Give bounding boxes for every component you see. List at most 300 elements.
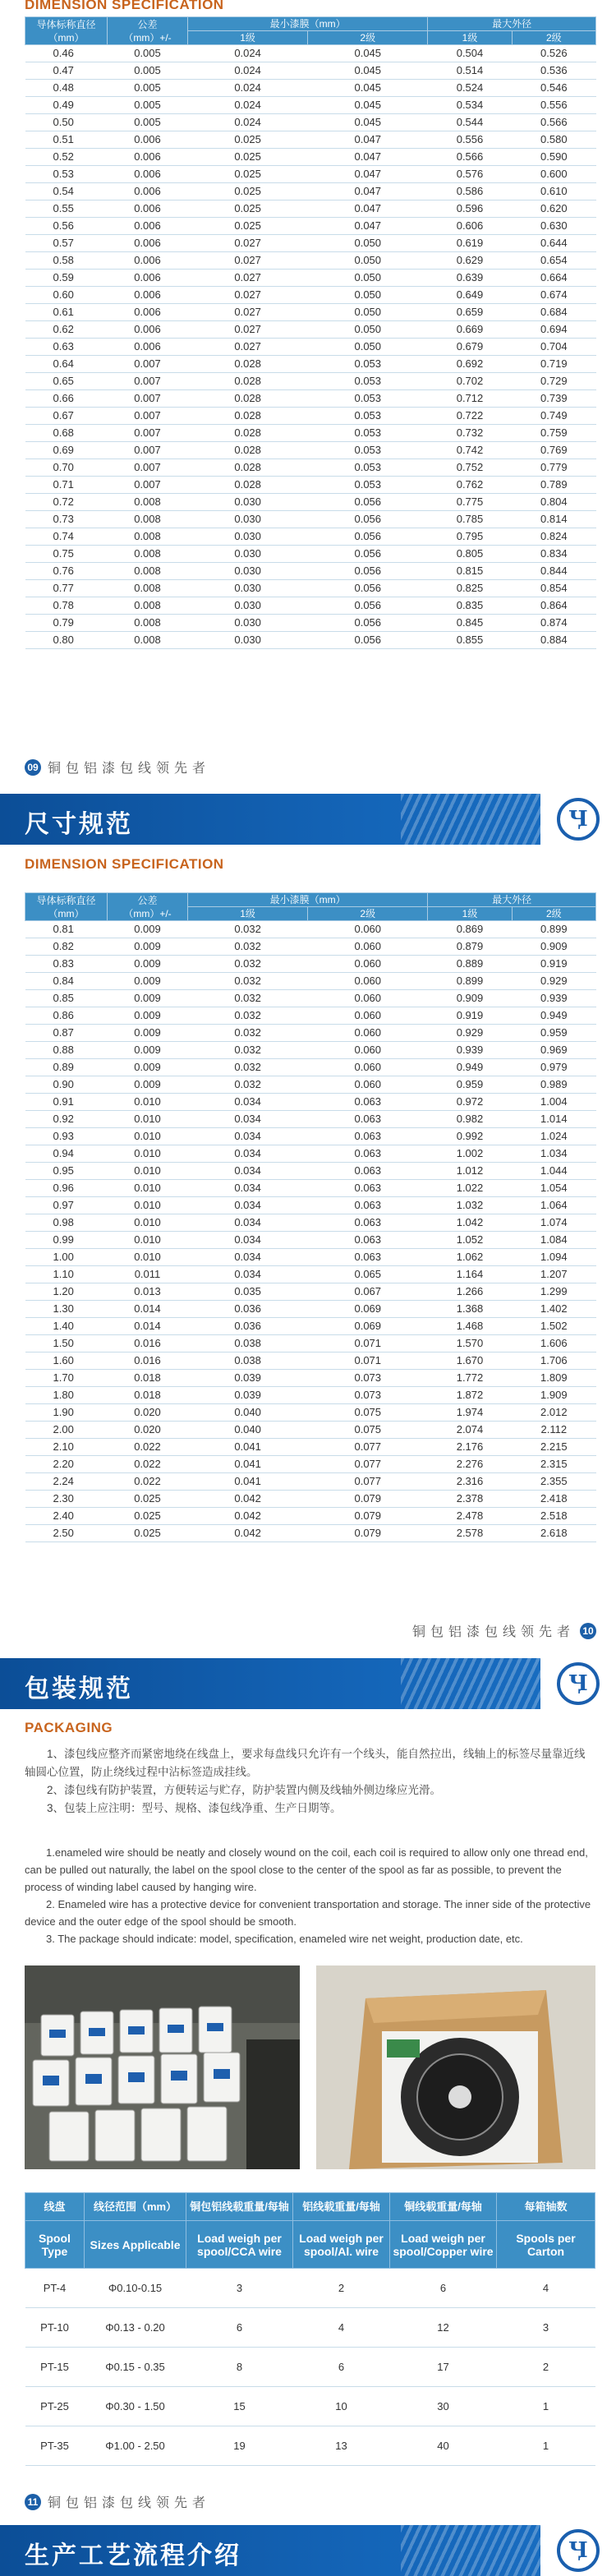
table-row [25,1025,596,1042]
table-row [25,563,596,580]
table-cell: 0.59 [25,270,108,287]
table-row [25,990,596,1007]
th-min-coating: 最小漆膜（mm） [188,893,428,907]
table-row [25,597,596,615]
banner-stripe [401,2525,540,2576]
table-cell: 1.80 [25,1387,108,1404]
table-cell: 0.047 [308,166,428,183]
table-row [25,528,596,546]
table-cell: 2.276 [428,1456,512,1473]
table-cell: 4 [293,2308,390,2348]
table-cell: PT-4 [25,2269,85,2308]
table-cell: 0.047 [308,149,428,166]
table-cell: 1.974 [428,1404,512,1422]
table-cell: 1 [497,2387,595,2426]
table-row [25,200,596,218]
table-row [25,80,596,97]
table-cell: 0.075 [308,1422,428,1439]
table-cell: 1.044 [512,1163,595,1180]
table-cell: 1.074 [512,1214,595,1232]
table-row [25,1180,596,1197]
table-cell: 0.979 [512,1059,595,1076]
table-cell: 0.864 [512,597,595,615]
pack-th-en: Sizes Applicable [85,2221,186,2269]
table-cell: 0.050 [308,304,428,321]
table-cell: 0.071 [308,1335,428,1353]
table-cell: 0.90 [25,1076,108,1094]
table-cell: 0.025 [188,200,308,218]
table-row [25,1007,596,1025]
table-cell: 0.566 [512,114,595,131]
table-cell: 0.546 [512,80,595,97]
table-cell: 0.008 [108,494,188,511]
table-cell: 0.007 [108,477,188,494]
table-cell: 0.95 [25,1163,108,1180]
table-cell: 0.053 [308,373,428,390]
table-cell: 0.64 [25,356,108,373]
table-cell: 0.79 [25,615,108,632]
table-cell: Φ0.13 - 0.20 [85,2308,186,2348]
table-cell: 0.80 [25,632,108,649]
table-cell: 0.009 [108,938,188,956]
table-cell: 1.002 [428,1145,512,1163]
table-cell: 0.48 [25,80,108,97]
table-cell: 0.899 [428,973,512,990]
table-cell: 0.009 [108,1025,188,1042]
table-cell: 1.094 [512,1249,595,1266]
table-cell: 0.009 [108,990,188,1007]
table-cell: 1.368 [428,1301,512,1318]
table-cell: 0.032 [188,973,308,990]
table-cell: 0.53 [25,166,108,183]
table-cell: 0.006 [108,200,188,218]
pack-th-en: Load weigh per spool/Copper wire [390,2221,497,2269]
table-cell: 0.610 [512,183,595,200]
table-cell: 0.050 [308,252,428,270]
table-cell: 0.060 [308,990,428,1007]
table-cell: 0.86 [25,1007,108,1025]
table-row [25,408,596,425]
table-cell: 0.008 [108,580,188,597]
table-cell: 1.014 [512,1111,595,1128]
table-cell: 10 [293,2387,390,2426]
table-cell: 0.692 [428,356,512,373]
table-cell: 0.824 [512,528,595,546]
dimension-table-2-body [25,921,596,1542]
table-cell: 0.007 [108,390,188,408]
table-cell: 2.10 [25,1439,108,1456]
page-number-badge: 11 [25,2494,41,2510]
packaging-cn-2: 2、漆包线有防护装置，方便转运与贮存，防护装置内侧及线轴外侧边缘应光滑。 [47,1784,442,1796]
table-cell: 0.789 [512,477,595,494]
table-cell: 1.706 [512,1353,595,1370]
table-cell: 0.022 [108,1456,188,1473]
table-cell: 0.034 [188,1145,308,1163]
table-row [25,477,596,494]
pack-th-cn: 铜线载重量/每轴 [390,2193,497,2221]
table-cell: 0.504 [428,45,512,62]
table-cell: 0.009 [108,973,188,990]
table-cell: 0.644 [512,235,595,252]
table-cell: 0.929 [428,1025,512,1042]
table-cell: 0.674 [512,287,595,304]
table-cell: PT-10 [25,2308,85,2348]
table-cell: 0.769 [512,442,595,459]
table-row [25,131,596,149]
packaging-en-3: 3. The package should indicate: model, specification, enameled wire net weight, production date, etc. [46,1933,523,1945]
table-cell: 0.834 [512,546,595,563]
table-cell: 0.011 [108,1266,188,1283]
boxed-spool-illustration [316,1965,595,2169]
table-cell: 0.045 [308,62,428,80]
table-cell: 0.939 [512,990,595,1007]
company-logo [540,2525,616,2576]
table-cell: 0.52 [25,149,108,166]
table-row [25,1491,596,1508]
table-cell: 0.78 [25,597,108,615]
table-cell: 0.014 [108,1301,188,1318]
table-cell: 0.006 [108,321,188,339]
table-cell: 0.949 [428,1059,512,1076]
table-row [25,1335,596,1353]
table-cell: 0.006 [108,287,188,304]
table-cell: 0.069 [308,1318,428,1335]
table-cell: 0.600 [512,166,595,183]
table-cell: 0.005 [108,97,188,114]
table-cell: 2.315 [512,1456,595,1473]
table-cell: 30 [390,2387,497,2426]
table-cell: 0.067 [308,1283,428,1301]
table-cell: 1.00 [25,1249,108,1266]
table-cell: 0.854 [512,580,595,597]
table-cell: 0.884 [512,632,595,649]
table-cell: 0.664 [512,270,595,287]
table-cell: 0.034 [188,1111,308,1128]
table-row [25,938,596,956]
table-cell: 0.056 [308,546,428,563]
table-cell: 0.75 [25,546,108,563]
table-row [25,1439,596,1456]
table-cell: 0.079 [308,1508,428,1525]
table-cell: 0.027 [188,287,308,304]
table-cell: 0.69 [25,442,108,459]
pack-th-en: Spools per Carton [497,2221,595,2269]
table-cell: 0.032 [188,990,308,1007]
table-cell: 0.020 [108,1404,188,1422]
table-cell: 0.073 [308,1387,428,1404]
table-cell: 12 [390,2308,497,2348]
table-cell: 0.030 [188,632,308,649]
table-cell: 0.702 [428,373,512,390]
table-row [25,390,596,408]
table-cell: 0.008 [108,632,188,649]
table-row [25,1301,596,1318]
table-cell: 0.659 [428,304,512,321]
table-cell: 0.63 [25,339,108,356]
table-cell: 0.018 [108,1370,188,1387]
dimension-table-1 [25,16,596,649]
table-cell: 1.570 [428,1335,512,1353]
logo-ring-icon [557,2529,600,2572]
table-cell: 0.060 [308,938,428,956]
banner-packaging [0,1658,616,1709]
table-cell: 6 [390,2269,497,2308]
table-cell: 1.10 [25,1266,108,1283]
table-cell: 0.909 [428,990,512,1007]
table-cell: 0.050 [308,235,428,252]
table-cell: 0.034 [188,1249,308,1266]
table-cell: 0.006 [108,183,188,200]
table-cell: 3 [186,2269,293,2308]
table-row [25,1404,596,1422]
table-cell: 0.006 [108,304,188,321]
table-cell: PT-35 [25,2426,85,2466]
table-cell: 1.054 [512,1180,595,1197]
table-cell: 2.418 [512,1491,595,1508]
table-cell: 0.556 [512,97,595,114]
table-cell: 0.025 [188,183,308,200]
table-cell: 0.032 [188,938,308,956]
table-cell: 0.006 [108,252,188,270]
table-cell: 6 [293,2348,390,2387]
table-cell: 0.93 [25,1128,108,1145]
table-cell: 0.036 [188,1318,308,1335]
packaging-subtitle: PACKAGING [25,1720,113,1735]
table-cell: 0.007 [108,356,188,373]
table-cell: 2.30 [25,1491,108,1508]
table-cell: 0.045 [308,97,428,114]
table-cell: 0.025 [108,1508,188,1525]
table-cell: 0.56 [25,218,108,235]
table-cell: 0.81 [25,921,108,938]
table-cell: 0.050 [308,321,428,339]
table-cell: 0.712 [428,390,512,408]
table-cell: 0.825 [428,580,512,597]
table-cell: 1.606 [512,1335,595,1353]
table-cell: 2.112 [512,1422,595,1439]
footer-page-10 [412,1621,596,1640]
table-cell: 0.020 [108,1422,188,1439]
packaging-table [25,2192,595,2466]
table-cell: 2.074 [428,1422,512,1439]
table-cell: 0.065 [308,1266,428,1283]
table-cell: Φ0.30 - 1.50 [85,2387,186,2426]
table-cell: 0.949 [512,1007,595,1025]
table-cell: 0.013 [108,1283,188,1301]
table-cell: 0.006 [108,339,188,356]
table-row [25,1249,596,1266]
table-cell: 0.030 [188,511,308,528]
table-cell: 15 [186,2387,293,2426]
table-cell: 2 [293,2269,390,2308]
th-grade1-od: 1级 [428,907,512,921]
table-cell: 0.025 [188,166,308,183]
table-cell: 0.684 [512,304,595,321]
table-cell: 1.266 [428,1283,512,1301]
table-row [25,1318,596,1335]
table-cell: 0.045 [308,45,428,62]
table-cell: 0.025 [188,218,308,235]
th-max-od: 最大外径 [428,17,596,31]
table-cell: 2.618 [512,1525,595,1542]
table-cell: 0.654 [512,252,595,270]
table-cell: 3 [497,2308,595,2348]
table-cell: 0.008 [108,528,188,546]
table-cell: 1.30 [25,1301,108,1318]
table-cell: 0.030 [188,580,308,597]
table-cell: 0.775 [428,494,512,511]
banner-dimension [0,794,616,845]
table-cell: 1.70 [25,1370,108,1387]
table-cell: 0.009 [108,1042,188,1059]
table-cell: 0.024 [188,45,308,62]
table-cell: 0.027 [188,339,308,356]
table-cell: 0.014 [108,1318,188,1335]
table-cell: 0.006 [108,235,188,252]
table-cell: Φ0.10-0.15 [85,2269,186,2308]
table-cell: 0.889 [428,956,512,973]
table-cell: 0.74 [25,528,108,546]
table-cell: 0.704 [512,339,595,356]
table-cell: 0.027 [188,235,308,252]
table-cell: 0.785 [428,511,512,528]
table-cell: 0.030 [188,597,308,615]
table-cell: 0.025 [188,149,308,166]
table-row [25,270,596,287]
packaging-cn-1: 1、漆包线应整齐而紧密地绕在线盘上，要求每盘线只允许有一个线头，能自然拉出，线轴上的标签尽量靠近线轴圆心位置，防止绕线过程中沾标签造成挂线。 [25,1748,586,1778]
table-cell: 1.032 [428,1197,512,1214]
table-cell: 2.50 [25,1525,108,1542]
table-cell: 0.007 [108,425,188,442]
table-cell: 0.053 [308,442,428,459]
table-cell: 0.008 [108,615,188,632]
table-cell: 2.176 [428,1439,512,1456]
table-cell: 0.027 [188,270,308,287]
table-cell: 0.056 [308,494,428,511]
th-grade1-od: 1级 [428,31,512,45]
table-cell: 0.042 [188,1525,308,1542]
table-cell: 0.749 [512,408,595,425]
table-cell: 0.869 [428,921,512,938]
table-cell: 0.060 [308,1007,428,1025]
table-cell: 0.010 [108,1180,188,1197]
page-number-badge: 10 [580,1623,596,1639]
table-cell: 19 [186,2426,293,2466]
table-cell: 0.045 [308,80,428,97]
table-cell: 0.620 [512,200,595,218]
th-diameter: 导体标称直径 （mm） [25,17,108,45]
table-cell: 0.009 [108,956,188,973]
table-cell: 0.063 [308,1249,428,1266]
table-cell: 0.55 [25,200,108,218]
table-cell: 0.929 [512,973,595,990]
table-cell: 0.679 [428,339,512,356]
table-cell: 1.772 [428,1370,512,1387]
table-row [25,235,596,252]
table-row [25,339,596,356]
table-cell: 0.073 [308,1370,428,1387]
table-cell: 1.20 [25,1283,108,1301]
table-cell: 0.76 [25,563,108,580]
table-cell: 0.008 [108,546,188,563]
table-cell: 0.982 [428,1111,512,1128]
table-cell: 0.030 [188,546,308,563]
table-row [25,166,596,183]
table-cell: 0.063 [308,1094,428,1111]
table-row [25,356,596,373]
table-cell: 0.84 [25,973,108,990]
table-cell: 0.034 [188,1094,308,1111]
table-cell: 0.71 [25,477,108,494]
table-cell: 2.518 [512,1508,595,1525]
footer-brand-text: 铜包铝漆包线领先者 [48,2496,211,2510]
th-diameter: 导体标称直径 （mm） [25,893,108,921]
packaging-en-1: 1.enameled wire should be neatly and closely wound on the coil, each coil is required to allow only one thread end, can be pulled out naturally, the label on the spool close to the center of the spool as far as possible, to prevent the process of winding label caused by hanging wire. [25,1846,588,1893]
table-cell: 0.959 [428,1076,512,1094]
table-cell: 1.90 [25,1404,108,1422]
table-cell: 0.056 [308,511,428,528]
table-cell: 1 [497,2426,595,2466]
table-row [25,1525,596,1542]
table-cell: 0.544 [428,114,512,131]
table-cell: 0.606 [428,218,512,235]
table-cell: 0.73 [25,511,108,528]
banner-process [0,2525,616,2576]
table-cell: 0.70 [25,459,108,477]
table-cell: 0.899 [512,921,595,938]
table-cell: 0.028 [188,356,308,373]
logo-ring-icon [557,798,600,841]
table-cell: 1.50 [25,1335,108,1353]
table-cell: 2.355 [512,1473,595,1491]
company-logo [540,1658,616,1709]
table-cell: 0.694 [512,321,595,339]
table-cell: 1.004 [512,1094,595,1111]
table-cell: 0.035 [188,1283,308,1301]
table-cell: 0.056 [308,632,428,649]
table-cell: 0.025 [108,1491,188,1508]
table-cell: 1.042 [428,1214,512,1232]
table-cell: 8 [186,2348,293,2387]
table-cell: 0.053 [308,390,428,408]
table-cell: 0.047 [308,200,428,218]
table-cell: 1.299 [512,1283,595,1301]
table-row [25,2426,595,2466]
table-cell: 0.629 [428,252,512,270]
footer-page-11 [25,2492,210,2511]
table-cell: 0.804 [512,494,595,511]
page-number-badge: 09 [25,759,41,776]
table-row [25,511,596,528]
table-cell: 0.556 [428,131,512,149]
table-cell: 0.005 [108,114,188,131]
table-cell: 0.649 [428,287,512,304]
table-cell: 0.042 [188,1508,308,1525]
table-row [25,1353,596,1370]
pack-th-cn: 铝线载重量/每轴 [293,2193,390,2221]
table-cell: 0.060 [308,956,428,973]
table-cell: 0.82 [25,938,108,956]
table-cell: 1.468 [428,1318,512,1335]
table-cell: 0.028 [188,459,308,477]
table-cell: 0.027 [188,321,308,339]
table-cell: 0.742 [428,442,512,459]
table-row [25,1145,596,1163]
table-cell: 0.006 [108,149,188,166]
table-cell: 0.042 [188,1491,308,1508]
table-row [25,1422,596,1439]
table-row [25,97,596,114]
